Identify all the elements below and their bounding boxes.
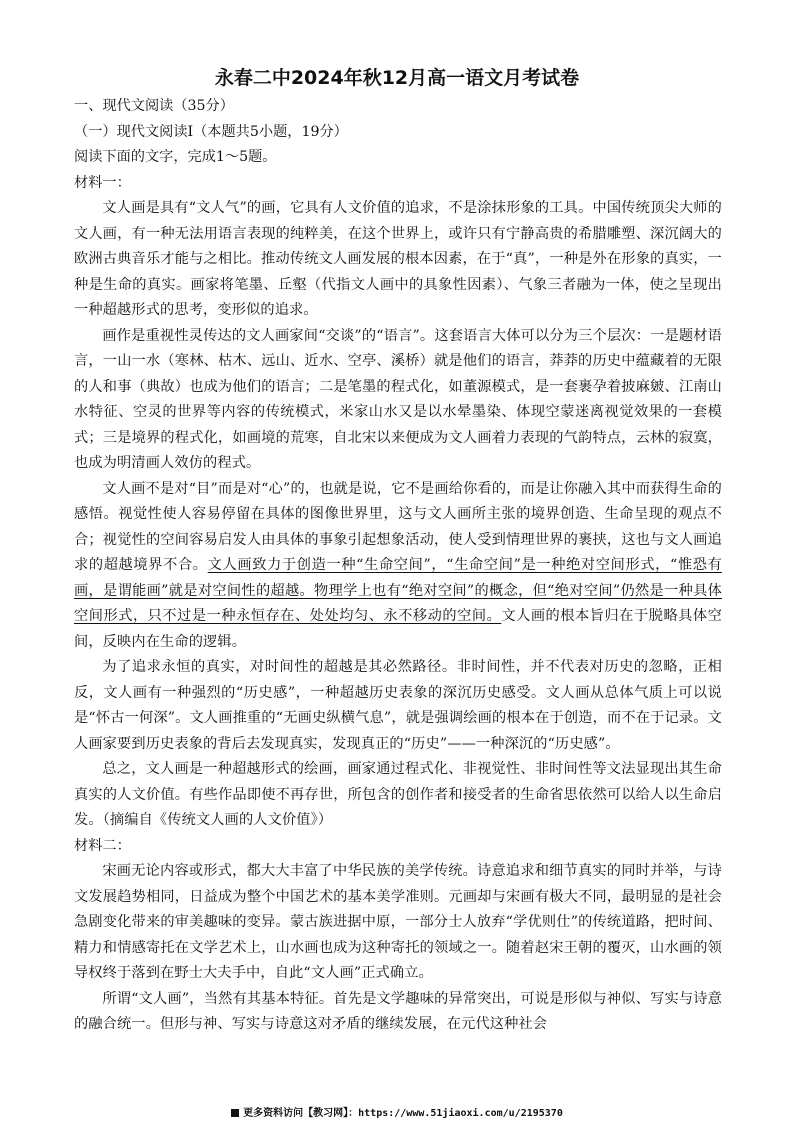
footer-text: 更多资料访问【教习网】：https://www.51jiaoxi.com/u/2195370 bbox=[243, 1108, 563, 1119]
material1-paragraph-1: 文人画是具有“文人气”的画，它具有人文价值的追求，不是涂抹形象的工具。中国传统顶尖大师的文人画，有一种无法用语言表现的纯粹美，在这个世界上，或许只有宁静高贵的希腊雕塑、深沉阔大的欧洲古典音乐才能与之相比。推动传统文人画发展的根本因素，在于“真”，一种是外在形象的真实，一种是生命的真实。画家将笔墨、丘壑（代指文人画中的具象性因素）、气象三者融为一体，使之呈现出一种超越形式的思考，变形似的追求。 bbox=[74, 200, 722, 318]
material2-paragraph-1: 宋画无论内容或形式，都大大丰富了中华民族的美学传统。诗意追求和细节真实的同时并举，与诗文发展趋势相同，日益成为整个中国艺术的基本美学准则。元画却与宋画有极大不同，最明显的是社会急剧变化带来的审美趣味的变异。蒙古族进据中原，一部分士人放弃“学优则仕”的传统道路，把时间、精力和情感寄托在文学艺术上，山水画也成为这种寄托的领域之一。随着赵宋王朝的覆灭，山水画的领导权终于落到在野士大夫手中，自此“文人画”正式确立。 bbox=[74, 863, 722, 981]
paragraph-text: 文人画的根本旨归在于脱略具体空间，反映内在生命的逻辑。 bbox=[74, 608, 722, 650]
material2-paragraph-2: 所谓“文人画”，当然有其基本特征。首先是文学趣味的异常突出，可说是形似与神似、写实与诗意的融合统一。但形与神、写实与诗意这对矛盾的继续发展，在元代这种社会 bbox=[74, 990, 722, 1032]
material1-paragraph-4: 为了追求永恒的真实，对时间性的超越是其必然路径。非时间性，并不代表对历史的忽略，正相反，文人画有一种强烈的“历史感”，一种超越历史表象的深沉历史感受。文人画从总体气质上可以说是“怀古一何深”。文人画推重的“无画史纵横气息”，就是强调绘画的根本在于创造，而不在于记录。文人画家要到历史表象的背后去发现真实，发现真正的“历史”——一种深沉的“历史感”。 bbox=[74, 659, 722, 752]
material1-paragraph-3 bbox=[74, 477, 722, 656]
flag-icon bbox=[231, 1109, 239, 1117]
reading-instruction: 阅读下面的文字，完成1～5题。 bbox=[74, 149, 277, 165]
underlined-passage: 文人画致力于创造一种“生命空间”，“生命空间”是一种绝对空间形式，“惟恐有画，是谓能画”就是对空间性的超越。物理学上也有“绝对空间”的概念，但“绝对空间”仍然是一种具体空间形式，只不过是一种永恒存在、处处均匀、永不移动的空间。 bbox=[74, 557, 722, 624]
page-title: 永春二中2024年秋12月高一语文月考试卷 bbox=[214, 67, 580, 89]
subsection-heading: （一）现代文阅读Ⅰ（本题共5小题，19分） bbox=[74, 123, 348, 140]
material-label: 材料二： bbox=[74, 837, 131, 854]
exam-body bbox=[74, 94, 722, 1038]
material1-paragraph-2: 画作是重视性灵传达的文人画家间“交谈”的“语言”。这套语言大体可以分为三个层次：一是题材语言，一山一水（寒林、枯木、远山、近水、空亭、溪桥）就是他们的语言，莽莽的历史中蕴藏着的无限的人和事（典故）也成为他们的语言；二是笔墨的程式化，如董源模式，是一套裹孕着披麻皴、江南山水特征、空灵的世界等内容的传统模式，米家山水又是以水晕墨染、体现空蒙迷离视觉效果的一套模式；三是境界的程式化，如画境的荒寒，自北宋以来便成为文人画着力表现的气韵特点，云林的寂寞，也成为明清画人效仿的程式。 bbox=[74, 327, 722, 471]
material1-paragraph-5: 总之，文人画是一种超越形式的绘画，画家通过程式化、非视觉性、非时间性等文法显现出其生命真实的人文价值。有些作品即使不再存世，所包含的创作者和接受者的生命省思依然可以给人以生命启发。（摘编自《传统文人画的人文价值》） bbox=[74, 761, 722, 828]
paragraph-text: 文人画不是对“目”而是对“心”的，也就是说，它不是画给你看的，而是让你融入其中而获得生命的感悟。视觉性使人容易停留在具体的图像世界里，这与文人画所主张的境界创造、生命呈现的观点不合；视觉性的空间容易启发人由具体的事象引起想象活动，使人受到情理世界的裹挟，这也与文人画追求的超越境界不合。 bbox=[74, 480, 722, 573]
section-heading: 一、现代文阅读（35分） bbox=[74, 98, 234, 114]
footer-link[interactable] bbox=[0, 1107, 794, 1121]
material-label: 材料一： bbox=[74, 174, 131, 191]
